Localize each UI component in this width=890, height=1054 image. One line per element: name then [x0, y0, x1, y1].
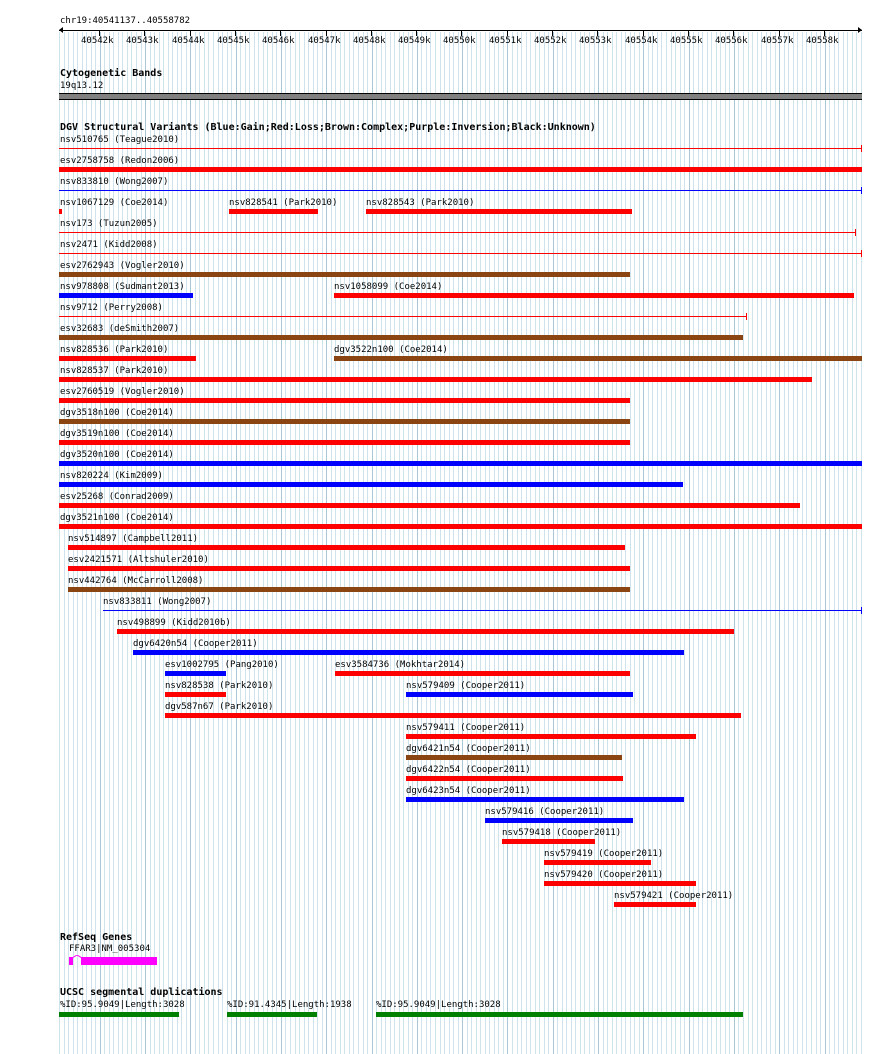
ruler-tick-label: 40549k: [398, 36, 431, 46]
ruler-tick-label: 40557k: [761, 36, 794, 46]
dgv-feature-bar[interactable]: [406, 755, 622, 760]
dgv-feature-bar[interactable]: [614, 902, 696, 907]
dgv-feature-label[interactable]: dgv6422n54 (Cooper2011): [406, 765, 531, 775]
dgv-feature-bar[interactable]: [165, 692, 226, 697]
dgv-feature-label[interactable]: esv32683 (deSmith2007): [60, 324, 180, 334]
ruler-arrow-left: [59, 27, 63, 33]
segdup-bar-2[interactable]: [227, 1012, 317, 1017]
dgv-feature-bar[interactable]: [485, 818, 633, 823]
dgv-feature-label[interactable]: esv2760519 (Vogler2010): [60, 387, 185, 397]
dgv-feature-bar[interactable]: [59, 190, 862, 191]
ruler-tick-label: 40551k: [489, 36, 522, 46]
dgv-feature-bar[interactable]: [406, 797, 684, 802]
cytoband-track-title[interactable]: Cytogenetic Bands: [60, 68, 163, 79]
segdup-bar-3[interactable]: [376, 1012, 743, 1017]
dgv-feature-bar[interactable]: [334, 293, 854, 298]
dgv-feature-label[interactable]: nsv820224 (Kim2009): [60, 471, 163, 481]
dgv-feature-label[interactable]: dgv6420n54 (Cooper2011): [133, 639, 258, 649]
dgv-feature-label[interactable]: nsv833810 (Wong2007): [60, 177, 169, 187]
dgv-feature-label[interactable]: dgv6423n54 (Cooper2011): [406, 786, 531, 796]
ruler-arrow-right: [858, 27, 862, 33]
dgv-feature-bar[interactable]: [68, 566, 630, 571]
dgv-feature-label[interactable]: dgv3518n100 (Coe2014): [60, 408, 174, 418]
cytoband-label: 19q13.12: [60, 81, 104, 91]
dgv-feature-label[interactable]: nsv978808 (Sudmant2013): [60, 282, 185, 292]
dgv-feature-bar[interactable]: [117, 629, 734, 634]
ruler-tick-label: 40558k: [806, 36, 839, 46]
dgv-feature-bar[interactable]: [68, 587, 630, 592]
dgv-feature-label[interactable]: esv2762943 (Vogler2010): [60, 261, 185, 271]
refseq-gene-label[interactable]: FFAR3|NM_005304: [69, 944, 151, 954]
ruler-tick-label: 40554k: [625, 36, 658, 46]
dgv-feature-bar[interactable]: [502, 839, 595, 844]
dgv-feature-label[interactable]: nsv1067129 (Coe2014): [60, 198, 169, 208]
ruler-tick-label: 40556k: [715, 36, 748, 46]
dgv-feature-bar[interactable]: [59, 440, 630, 445]
dgv-feature-bar[interactable]: [544, 881, 696, 886]
dgv-feature-bar[interactable]: [59, 167, 862, 172]
dgv-feature-bar[interactable]: [59, 398, 630, 403]
dgv-feature-bar[interactable]: [68, 545, 625, 550]
dgv-feature-bar[interactable]: [59, 419, 630, 424]
ruler-tick-label: 40555k: [670, 36, 703, 46]
dgv-feature-label[interactable]: esv25268 (Conrad2009): [60, 492, 174, 502]
dgv-feature-label[interactable]: nsv579416 (Cooper2011): [485, 807, 605, 817]
dgv-feature-label[interactable]: nsv579419 (Cooper2011): [544, 849, 664, 859]
dgv-feature-label[interactable]: nsv498899 (Kidd2010b): [117, 618, 231, 628]
gene-exon-2: [81, 957, 157, 965]
dgv-feature-label[interactable]: nsv828537 (Park2010): [60, 366, 169, 376]
dgv-feature-label[interactable]: esv3584736 (Mokhtar2014): [335, 660, 466, 670]
dgv-feature-label[interactable]: esv2421571 (Altshuler2010): [68, 555, 209, 565]
dgv-feature-label[interactable]: dgv3522n100 (Coe2014): [334, 345, 448, 355]
cytoband-bar[interactable]: [59, 93, 862, 100]
dgv-feature-label[interactable]: nsv833811 (Wong2007): [103, 597, 212, 607]
refseq-gene-model[interactable]: [68, 955, 158, 967]
dgv-feature-label[interactable]: nsv579421 (Cooper2011): [614, 891, 734, 901]
dgv-feature-label[interactable]: nsv828538 (Park2010): [165, 681, 274, 691]
dgv-feature-label[interactable]: dgv6421n54 (Cooper2011): [406, 744, 531, 754]
dgv-feature-label[interactable]: nsv514897 (Campbell2011): [68, 534, 199, 544]
ruler-tick-label: 40547k: [308, 36, 341, 46]
dgv-feature-label[interactable]: dgv3520n100 (Coe2014): [60, 450, 174, 460]
refseq-track-title[interactable]: RefSeq Genes: [60, 932, 133, 943]
dgv-feature-bar[interactable]: [103, 610, 862, 611]
dgv-feature-label[interactable]: nsv828541 (Park2010): [229, 198, 338, 208]
dgv-feature-bar[interactable]: [59, 335, 743, 340]
ruler-tick-label: 40542k: [81, 36, 114, 46]
dgv-feature-bar[interactable]: [59, 524, 862, 529]
ruler-tick-label: 40550k: [443, 36, 476, 46]
dgv-feature-bar[interactable]: [59, 316, 747, 317]
segdup-bar-1[interactable]: [59, 1012, 179, 1017]
dgv-feature-label[interactable]: nsv579420 (Cooper2011): [544, 870, 664, 880]
ruler-tick-label: 40546k: [262, 36, 295, 46]
dgv-feature-bar[interactable]: [406, 692, 633, 697]
dgv-track-title[interactable]: DGV Structural Variants (Blue:Gain;Red:Loss;Brown:Complex;Purple:Inversion;Black:Unknown): [60, 122, 596, 133]
dgv-feature-label[interactable]: nsv1058099 (Coe2014): [334, 282, 443, 292]
dgv-feature-bar[interactable]: [59, 377, 812, 382]
ruler-tick-label: 40545k: [217, 36, 250, 46]
segdup-track-title[interactable]: UCSC segmental duplications: [60, 987, 223, 998]
dgv-feature-bar[interactable]: [59, 272, 630, 277]
dgv-feature-bar[interactable]: [59, 461, 862, 466]
dgv-feature-bar[interactable]: [406, 734, 696, 739]
dgv-feature-bar[interactable]: [59, 503, 800, 508]
dgv-feature-bar[interactable]: [59, 232, 856, 233]
segdup-label-1[interactable]: %ID:95.9049|Length:3028: [60, 1000, 185, 1010]
dgv-feature-label[interactable]: nsv2471 (Kidd2008): [60, 240, 158, 250]
dgv-feature-bar[interactable]: [133, 650, 684, 655]
dgv-feature-label[interactable]: nsv442764 (McCarroll2008): [68, 576, 204, 586]
ruler-tick-label: 40543k: [126, 36, 159, 46]
ruler-tick-label: 40544k: [172, 36, 205, 46]
ruler-location: chr19:40541137..40558782: [60, 16, 191, 26]
dgv-feature-bar[interactable]: [59, 209, 62, 214]
ruler-tick-label: 40548k: [353, 36, 386, 46]
dgv-feature-label[interactable]: nsv579418 (Cooper2011): [502, 828, 622, 838]
ruler-tick-label: 40553k: [579, 36, 612, 46]
dgv-feature-bar[interactable]: [59, 148, 862, 149]
dgv-feature-bar[interactable]: [406, 776, 623, 781]
dgv-feature-bar[interactable]: [165, 671, 226, 676]
dgv-feature-bar[interactable]: [59, 482, 683, 487]
dgv-feature-bar[interactable]: [59, 356, 196, 361]
segdup-label-3[interactable]: %ID:95.9049|Length:3028: [376, 1000, 501, 1010]
dgv-feature-label[interactable]: dgv587n67 (Park2010): [165, 702, 274, 712]
dgv-feature-label[interactable]: nsv510765 (Teague2010): [60, 135, 180, 145]
dgv-feature-label[interactable]: nsv579409 (Cooper2011): [406, 681, 526, 691]
dgv-feature-label[interactable]: nsv173 (Tuzun2005): [60, 219, 158, 229]
dgv-feature-bar[interactable]: [165, 713, 741, 718]
dgv-feature-bar[interactable]: [366, 209, 632, 214]
dgv-feature-label[interactable]: esv2758758 (Redon2006): [60, 156, 180, 166]
dgv-feature-label[interactable]: nsv579411 (Cooper2011): [406, 723, 526, 733]
ruler-tick-label: 40552k: [534, 36, 567, 46]
segdup-label-2[interactable]: %ID:91.4345|Length:1938: [227, 1000, 352, 1010]
dgv-feature-label[interactable]: nsv828536 (Park2010): [60, 345, 169, 355]
dgv-feature-bar[interactable]: [544, 860, 651, 865]
dgv-feature-label[interactable]: nsv9712 (Perry2008): [60, 303, 163, 313]
dgv-feature-bar[interactable]: [229, 209, 318, 214]
dgv-feature-label[interactable]: nsv828543 (Park2010): [366, 198, 475, 208]
dgv-feature-bar[interactable]: [59, 293, 193, 298]
dgv-feature-label[interactable]: esv1002795 (Pang2010): [165, 660, 279, 670]
dgv-feature-label[interactable]: dgv3519n100 (Coe2014): [60, 429, 174, 439]
dgv-feature-bar[interactable]: [335, 671, 630, 676]
dgv-feature-bar[interactable]: [334, 356, 862, 361]
dgv-feature-bar[interactable]: [59, 253, 862, 254]
dgv-feature-label[interactable]: dgv3521n100 (Coe2014): [60, 513, 174, 523]
